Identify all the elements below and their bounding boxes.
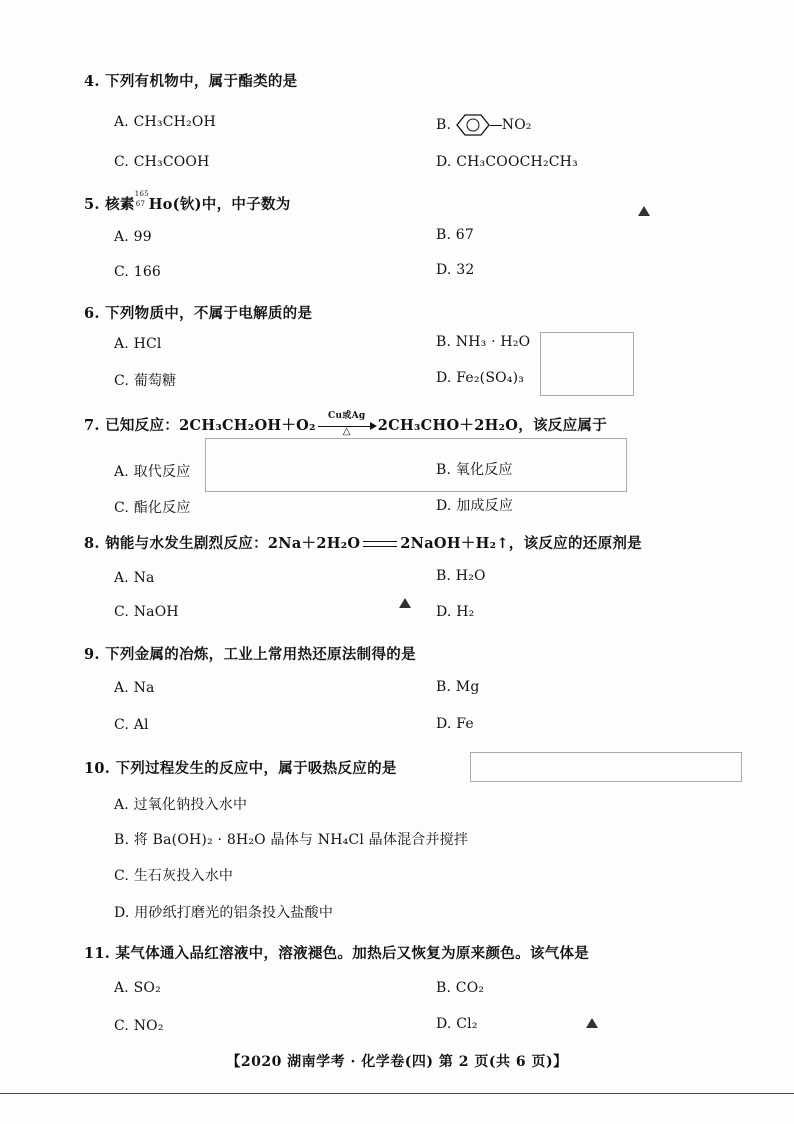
question-5-option-d: D. 32 (436, 262, 475, 278)
question-7-option-b: B. 氧化反应 (436, 462, 513, 478)
question-4-option-b (436, 112, 532, 138)
question-5-stem-pre: 5. 核素 (84, 196, 135, 213)
question-4-stem: 4. 下列有机物中，属于酯类的是 (84, 73, 298, 90)
question-11-option-d: D. Cl₂ (436, 1016, 478, 1032)
question-10-option-a: A. 过氧化钠投入水中 (114, 797, 248, 813)
question-10-option-b: B. 将 Ba(OH)₂ · 8H₂O 晶体与 NH₄Cl 晶体混合并搅拌 (114, 832, 469, 848)
page-footer: 【2020 湖南学考 · 化学卷(四) 第 2 页(共 6 页)】 (226, 1054, 568, 1070)
bleed-through-flow (470, 752, 742, 782)
question-4-option-c: C. CH₃COOH (114, 154, 210, 170)
bleed-through-box (540, 332, 634, 396)
question-8-stem (84, 532, 642, 553)
question-4-option-a: A. CH₃CH₂OH (114, 114, 216, 130)
nuclide-notation (134, 190, 149, 208)
question-7-stem-post: 2CH₃CHO＋2H₂O，该反应属于 (377, 417, 608, 434)
nitro-group: NO₂ (501, 117, 532, 133)
mass-number: 165 (134, 190, 149, 198)
question-10-option-c: C. 生石灰投入水中 (114, 868, 234, 884)
triangle-mark-icon (638, 206, 650, 216)
question-8-option-a: A. Na (114, 570, 155, 586)
question-5-option-c: C. 166 (114, 264, 162, 280)
question-11-stem: 11. 某气体通入品红溶液中，溶液褪色。加热后又恢复为原来颜色。该气体是 (84, 945, 590, 962)
question-6-option-d: D. Fe₂(SO₄)₃ (436, 370, 525, 386)
question-9-stem: 9. 下列金属的冶炼，工业上常用热还原法制得的是 (84, 646, 416, 663)
question-6-option-c: C. 葡萄糖 (114, 373, 177, 389)
question-11-option-c: C. NO₂ (114, 1018, 164, 1034)
question-10-option-d: D. 用砂纸打磨光的铝条投入盐酸中 (114, 905, 334, 921)
question-7-stem (84, 411, 608, 437)
question-9-option-b: B. Mg (436, 679, 480, 695)
question-5-stem (84, 190, 291, 214)
question-5-stem-post: Ho(钬)中，中子数为 (148, 196, 291, 213)
question-5-option-a: A. 99 (114, 229, 152, 245)
atomic-number: 67 (135, 200, 146, 208)
bleed-through-table (205, 438, 627, 492)
question-9-option-c: C. Al (114, 717, 149, 733)
question-6-option-a: A. HCl (114, 336, 162, 352)
question-10-stem: 10. 下列过程发生的反应中，属于吸热反应的是 (84, 760, 397, 777)
question-8-stem-post: 2NaOH＋H₂↑，该反应的还原剂是 (400, 535, 642, 552)
question-7-option-c: C. 酯化反应 (114, 500, 191, 516)
question-7-stem-pre: 7. 已知反应：2CH₃CH₂OH＋O₂ (84, 417, 316, 434)
question-4-option-d: D. CH₃COOCH₂CH₃ (436, 154, 578, 170)
triangle-mark-icon (399, 598, 411, 608)
option-b-label: B. (436, 117, 452, 133)
question-5-option-b: B. 67 (436, 227, 475, 243)
question-8-option-c: C. NaOH (114, 604, 179, 620)
question-9-option-a: A. Na (114, 680, 155, 696)
question-6-option-b: B. NH₃ · H₂O (436, 334, 531, 350)
bond-line (490, 125, 502, 126)
triangle-mark-icon (586, 1018, 598, 1028)
question-7-option-a: A. 取代反应 (114, 464, 191, 480)
question-11-option-b: B. CO₂ (436, 980, 485, 996)
question-8-option-b: B. H₂O (436, 568, 486, 584)
question-11-option-a: A. SO₂ (114, 980, 161, 996)
reaction-arrow (318, 411, 376, 437)
question-6-stem: 6. 下列物质中，不属于电解质的是 (84, 305, 313, 322)
question-8-stem-pre: 8. 钠能与水发生剧烈反应：2Na＋2H₂O (84, 535, 361, 552)
benzene-ring-icon (456, 112, 492, 138)
heat-symbol: △ (342, 426, 351, 437)
catalyst-label: Cu或Ag (328, 411, 366, 421)
bottom-divider (0, 1093, 794, 1094)
question-8-option-d: D. H₂ (436, 604, 475, 620)
question-7-option-d: D. 加成反应 (436, 498, 514, 514)
question-9-option-d: D. Fe (436, 716, 474, 732)
equals-sign-icon (363, 541, 397, 547)
